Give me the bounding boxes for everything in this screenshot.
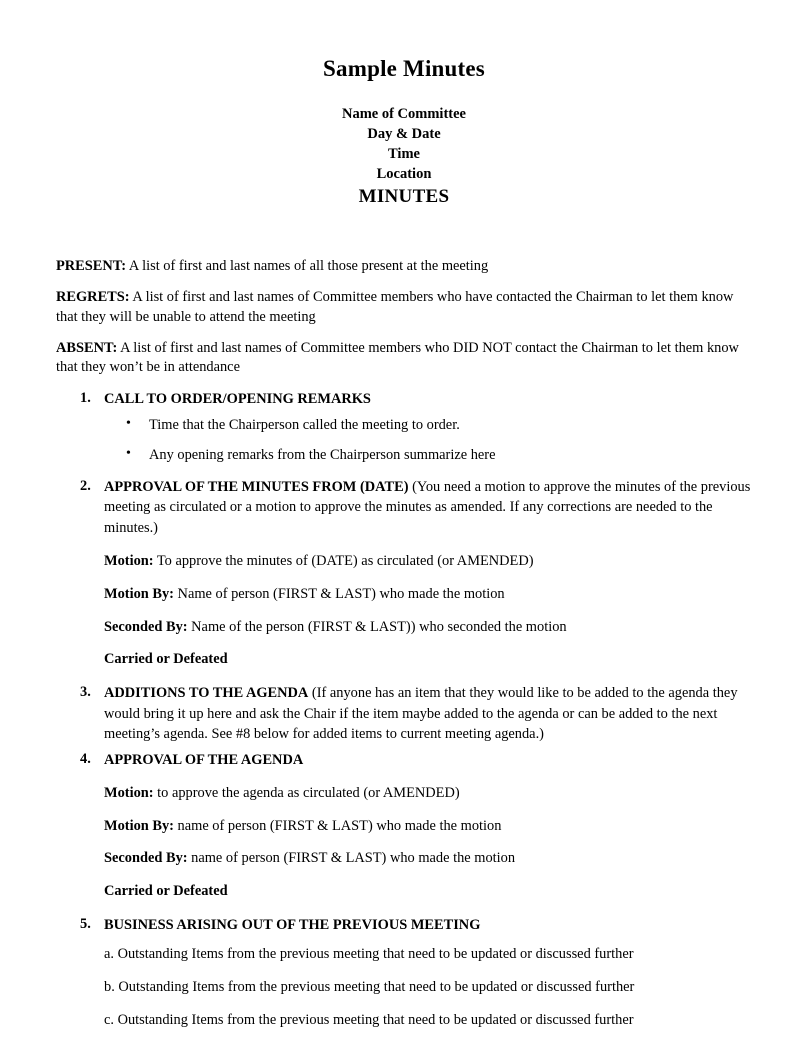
agenda-item-2-heading-note: (You need a motion to approve the minutes of the previous meeting as circulated or a motion to approve the minutes as amended. If any corrections are needed to the minutes.) [104,478,751,536]
motion-label: Motion: [104,553,154,570]
motion-by-label: Motion By: [104,817,174,834]
motion-label: Motion: [104,785,154,802]
header-line-location: Location [376,166,432,183]
attendance-absent [56,339,752,377]
seconded-by-label: Seconded By: [104,850,188,867]
seconded-by-text: name of person (FIRST & LAST) who made the motion [187,850,516,867]
seconded-by-line [104,618,752,637]
motion-by-line [104,585,752,604]
motion-result: Carried or Defeated [104,883,228,900]
agenda-item-1-bullets [104,416,752,465]
header-line-committee: Name of Committee [341,106,466,123]
agenda-item-3-heading-note: (If anyone has an item that they would like to be added to the agenda they would bring it up here and ask the Chair if the item maybe added to the agenda or can be added to the next meeting’s agenda. See #8 below for added items to current meeting agenda.) [104,685,738,743]
motion-text: To approve the minutes of (DATE) as circulated (or AMENDED) [153,553,534,570]
attendance-present-text: A list of first and last names of all those present at the meeting [126,258,489,275]
motion-line [104,552,752,571]
motion-by-line [104,817,752,836]
agenda-item-1 [56,389,752,465]
list-item: c. Outstanding Items from the previous meeting that need to be updated or discussed further [104,1011,634,1028]
motion-line [104,784,752,803]
agenda-item-2-heading [104,477,752,538]
agenda-item-3-heading-text: ADDITIONS TO THE AGENDA [104,685,309,702]
agenda-list [56,389,752,1029]
motion-by-text: name of person (FIRST & LAST) who made the motion [173,817,502,834]
agenda-item-3 [56,683,752,744]
attendance-present-label: PRESENT: [56,258,127,275]
agenda-item-4-heading: APPROVAL OF THE AGENDA [104,751,304,768]
header-line-time: Time [388,146,420,163]
agenda-item-3-heading [104,683,752,744]
attendance-regrets-label: REGRETS: [56,289,130,306]
motion-by-text: Name of person (FIRST & LAST) who made the motion [173,586,505,603]
seconded-by-line [104,849,752,868]
document-header-block [0,104,808,209]
agenda-item-5-sub-items [104,945,752,1029]
list-item: • Time that the Chairperson called the meeting to order. [104,416,752,435]
header-line-minutes: MINUTES [358,186,450,208]
agenda-item-4 [56,750,752,901]
list-item: b. Outstanding Items from the previous meeting that need to be updated or discussed further [104,979,635,996]
attendance-absent-text: A list of first and last names of Committee members who DID NOT contact the Chairman to let them know that they won’t be in attendance [56,339,739,375]
agenda-item-4-motion-block [104,784,752,901]
agenda-item-5-heading: BUSINESS ARISING OUT OF THE PREVIOUS MEETING [104,916,481,933]
motion-text: to approve the agenda as circulated (or AMENDED) [153,785,460,802]
list-item: • Any opening remarks from the Chairperson summarize here [104,446,752,465]
document-body [56,209,752,1029]
seconded-by-label: Seconded By: [104,618,188,635]
seconded-by-text: Name of the person (FIRST & LAST)) who seconded the motion [187,618,567,635]
attendance-present [56,257,752,276]
motion-result: Carried or Defeated [104,651,228,668]
page-title: Sample Minutes [323,56,485,81]
attendance-absent-label: ABSENT: [56,339,118,356]
agenda-item-2-heading-text: APPROVAL OF THE MINUTES FROM (DATE) [104,478,409,495]
agenda-item-1-heading: CALL TO ORDER/OPENING REMARKS [104,391,371,408]
motion-by-label: Motion By: [104,586,174,603]
attendance-regrets [56,288,752,326]
agenda-item-2 [56,477,752,669]
attendance-regrets-text: A list of first and last names of Committee members who have contacted the Chairman to let them know that they will be unable to attend the meeting [56,289,734,325]
agenda-item-5 [56,915,752,1030]
agenda-item-2-motion-block [104,552,752,669]
header-line-day-date: Day & Date [367,126,441,143]
list-item: a. Outstanding Items from the previous meeting that need to be updated or discussed further [104,946,634,963]
